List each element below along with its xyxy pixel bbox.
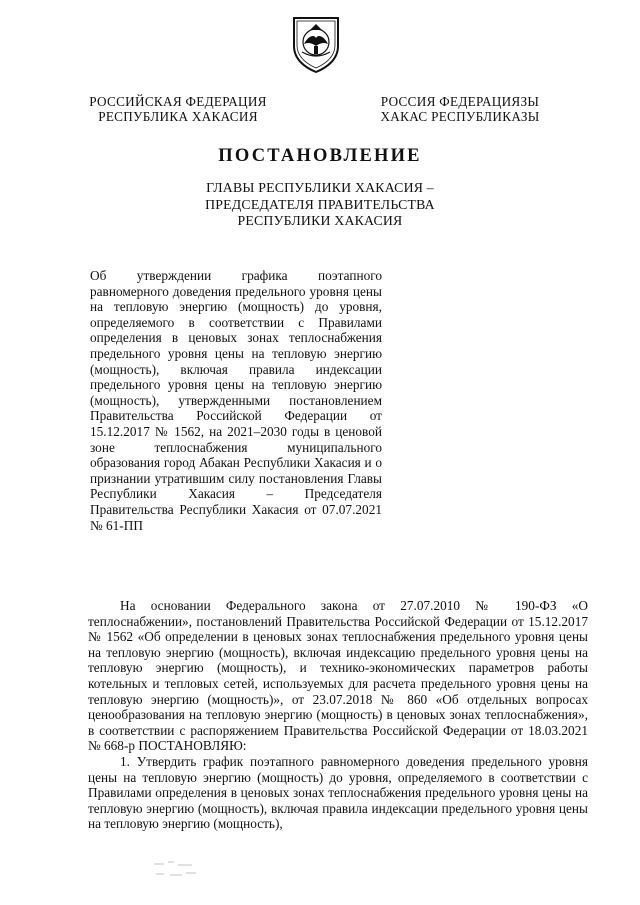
issuer-line-1: ГЛАВЫ РЕСПУБЛИКИ ХАКАСИЯ – <box>206 180 434 195</box>
document-body <box>88 598 588 832</box>
issuer-line-3: РЕСПУБЛИКИ ХАКАСИЯ <box>237 213 403 228</box>
body-paragraph: 1. Утвердить график поэтапного равномерного доведения предельного уровня цены на тепловую энергию (мощность) до уровня, определяемого в соответствии с Правилами определения в ценовых зонах теплоснабжения предельного уровня цены на тепловую энергию (мощность), включая правила индексации предельного уровня цены на тепловую энергию (мощность), <box>88 753 588 832</box>
issuer-line-2: ПРЕДСЕДАТЕЛЯ ПРАВИТЕЛЬСТВА <box>205 196 435 212</box>
header-left <box>78 94 278 124</box>
header-left-line-2: РЕСПУБЛИКА ХАКАСИЯ <box>98 109 258 124</box>
body-paragraph: На основании Федерального закона от 27.07.2010 № 190-ФЗ «О теплоснабжении», постановлений Правительства Российской Федерации от 15.12.2017 № 1562 «Об определении в ценовых зонах теплоснабжения предельного уровня цены на тепловую энергию (мощность), включая индексацию предельного уровня цены на тепловую энергию (мощность), и технико-экономических параметров работы котельных и тепловых сетей, используемых для расчета предельного уровня цены на тепловую энергию (мощность)», от 23.07.2018 № 860 «Об отдельных вопросах ценообразования на тепловую энергию (мощность) в ценовых зонах теплоснабжения», в соответствии с распоряжением Правительства Российской Федерации от 18.03.2021 № 668-р ПОСТАНОВЛЯЮ: <box>88 598 588 754</box>
header-right <box>360 94 560 124</box>
subject-block: Об утверждении графика поэтапного равномерного доведения предельного уровня цены на тепловую энергию (мощность) до уровня, определяемого в соответствии с Правилами определения в ценовых зонах теплоснабжения предельного уровня цены на тепловую энергию (мощность), включая правила индексации предельного уровня цены на тепловую энергию (мощность), утвержденными постановлением Правительства Российской Федерации от 15.12.2017 № 1562, на 2021–2030 годы в ценовой зоне теплоснабжения муниципального образования город Абакан Республики Хакасия и о признании утратившим силу постановления Главы Республики Хакасия – Председателя Правительства Республики Хакасия от 07.07.2021 № 61-ПП <box>90 268 382 533</box>
coat-of-arms-emblem <box>288 12 344 74</box>
header-right-line-2: ХАКАС РЕСПУБЛИКАЗЫ <box>380 109 540 124</box>
issuer-block <box>0 180 640 230</box>
header-right-line-1: РОССИЯ ФЕДЕРАЦИЯЗЫ <box>380 94 540 109</box>
faint-stamp-mark <box>150 856 210 882</box>
header-left-line-1: РОССИЙСКАЯ ФЕДЕРАЦИЯ <box>89 94 267 109</box>
document-title: ПОСТАНОВЛЕНИЕ <box>218 146 422 166</box>
